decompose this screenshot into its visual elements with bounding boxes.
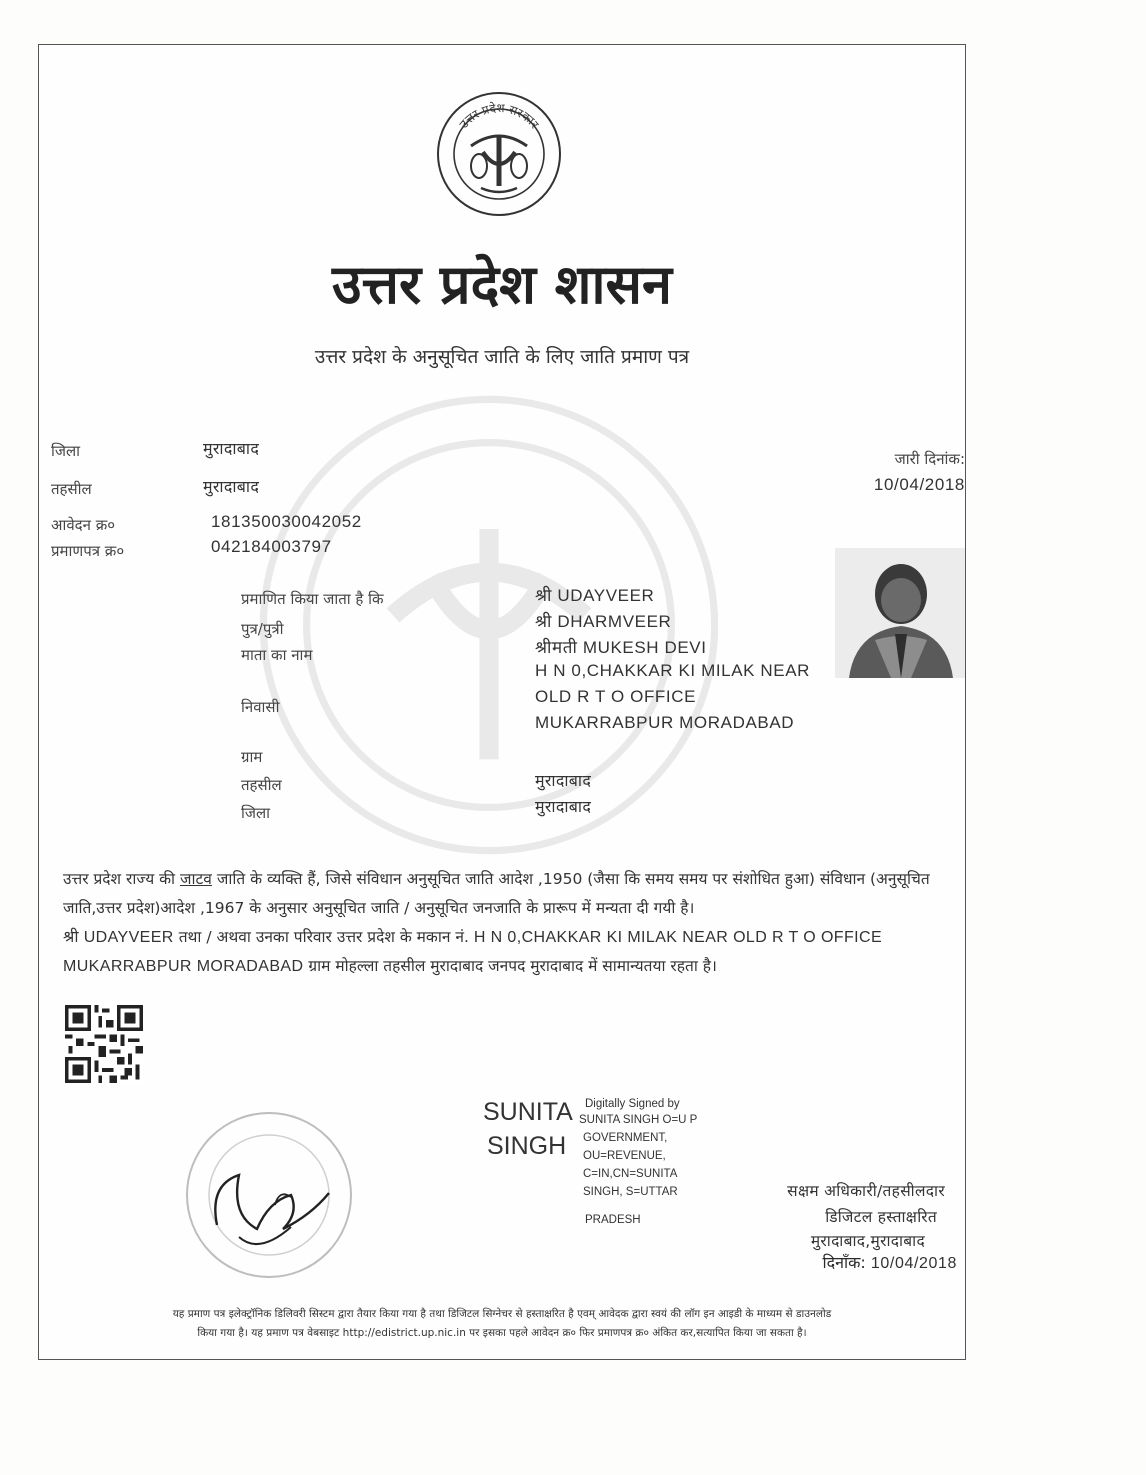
mother-name: श्रीमती MUKESH DEVI xyxy=(535,638,707,657)
footer-note xyxy=(39,1305,965,1343)
person-tehsil-value: मुरादाबाद xyxy=(535,771,592,790)
village-label: ग्राम xyxy=(241,748,263,766)
signer-name-line-1: SUNITA xyxy=(483,1098,573,1126)
father-name: श्री DHARMVEER xyxy=(535,612,672,631)
signature-date-value: 10/04/2018 xyxy=(870,1255,957,1272)
certificate-statement xyxy=(63,865,943,981)
digital-signature-line-3: GOVERNMENT, xyxy=(583,1132,668,1144)
address-line-3: MUKARRABPUR MORADABAD xyxy=(535,713,795,732)
certificate-number-label: प्रमाणपत्र क्र० xyxy=(51,542,125,560)
district-value: मुरादाबाद xyxy=(203,439,260,458)
statement-part-6: ग्राम मोहल्ला तहसील मुरादाबाद जनपद मुरादाबाद में सामान्यतया रहता है। xyxy=(303,957,717,975)
resident-label: निवासी xyxy=(241,698,280,716)
applicant-photo-icon xyxy=(835,548,965,678)
statement-address: H N 0,CHAKKAR KI MILAK NEAR OLD R T O OFFICE MUKARRABPUR MORADABAD xyxy=(63,929,883,975)
statement-part-2: जाति के व्यक्ति हैं, जिसे संविधान अनुसूचित जाति आदेश ,1950 (जैसा कि समय समय पर संशोधित हुआ) संविधान (अनुसूचित जाति,उत्तर प्रदेश)आदेश ,1967 के अनुसार अनुसूचित जाति / अनुसूचित जनजाति के प्रारूप में मन्यता दी गयी है। xyxy=(63,870,930,917)
emblem-top-text: उत्तर प्रदेश सरकार xyxy=(456,100,542,132)
footer-line-2: किया गया है। यह प्रमाण पत्र वेबसाइट http://edistrict.up.nic.in पर इसका पहले आवेदन क्र० फिर प्रमाणपत्र क्र० अंकित कर,सत्यापित किया जा सकता है। xyxy=(197,1327,807,1339)
footer-line-1: यह प्रमाण पत्र इलेक्ट्रॉनिक डिलिवरी सिस्टम द्वारा तैयार किया गया है तथा डिजिटल सिग्नेचर से हस्ताक्षरित है एवम् आवेदक द्वारा स्वयं की लॉग इन आइडी के माध्यम से डाउनलोड xyxy=(172,1308,832,1320)
digital-signature-line-1: Digitally Signed by xyxy=(585,1098,680,1110)
address-line-2: OLD R T O OFFICE xyxy=(535,687,697,706)
applicant-name: श्री UDAYVEER xyxy=(535,586,655,605)
caste-name: जाटव xyxy=(179,870,212,888)
officer-place: मुरादाबाद,मुरादाबाद xyxy=(810,1232,925,1250)
statement-name: श्री UDAYVEER xyxy=(63,929,174,946)
state-emblem-icon xyxy=(435,90,563,218)
issue-date-value: 10/04/2018 xyxy=(873,475,965,494)
application-number-value: 181350030042052 xyxy=(211,512,362,531)
person-district-value: मुरादाबाद xyxy=(535,797,592,816)
applicant-photo xyxy=(835,548,965,678)
tehsil-value: मुरादाबाद xyxy=(203,477,260,496)
digital-signature-line-5: C=IN,CN=SUNITA xyxy=(583,1168,678,1180)
mother-name-label: माता का नाम xyxy=(241,646,313,664)
digital-signature-line-2: SUNITA SINGH O=U P xyxy=(579,1114,698,1126)
certificate-number-value: 042184003797 xyxy=(211,537,332,556)
district-label: जिला xyxy=(51,442,81,460)
signature-date-label: दिनाँक: xyxy=(822,1253,866,1272)
page-title: उत्तर प्रदेश शासन xyxy=(332,252,672,316)
tehsil-label: तहसील xyxy=(51,480,92,498)
signature-date xyxy=(822,1251,957,1273)
page-subtitle: उत्तर प्रदेश के अनुसूचित जाति के लिए जाति प्रमाण पत्र xyxy=(314,346,690,368)
digital-signature-line-4: OU=REVENUE, xyxy=(583,1150,666,1162)
person-tehsil-label: तहसील xyxy=(241,776,282,794)
digital-signature-pradesh: PRADESH xyxy=(585,1214,641,1226)
address-line-1: H N 0,CHAKKAR KI MILAK NEAR xyxy=(535,661,811,680)
child-of-label: पुत्र/पुत्री xyxy=(241,620,284,638)
signer-name-line-2: SINGH xyxy=(487,1132,567,1160)
certificate-page xyxy=(38,44,966,1360)
qr-code-icon[interactable] xyxy=(65,1005,143,1083)
officer-title: सक्षम अधिकारी/तहसीलदार xyxy=(787,1182,945,1200)
svg-text:उत्तर प्रदेश सरकार xyxy=(457,101,543,132)
statement-part-4: तथा / अथवा उनका परिवार उत्तर प्रदेश के मकान नं. xyxy=(173,928,474,946)
issue-date-label: जारी दिनांक: xyxy=(894,450,965,468)
certified-label: प्रमाणित किया जाता है कि xyxy=(241,590,384,608)
digital-signature-line-6: SINGH, S=UTTAR xyxy=(583,1186,678,1198)
person-district-label: जिला xyxy=(241,804,271,822)
application-number-label: आवेदन क्र० xyxy=(51,516,116,534)
digital-signed-label: डिजिटल हस्ताक्षरित xyxy=(825,1208,937,1226)
official-seal-icon xyxy=(179,1105,359,1285)
statement-part-1: उत्तर प्रदेश राज्य की xyxy=(63,870,180,888)
